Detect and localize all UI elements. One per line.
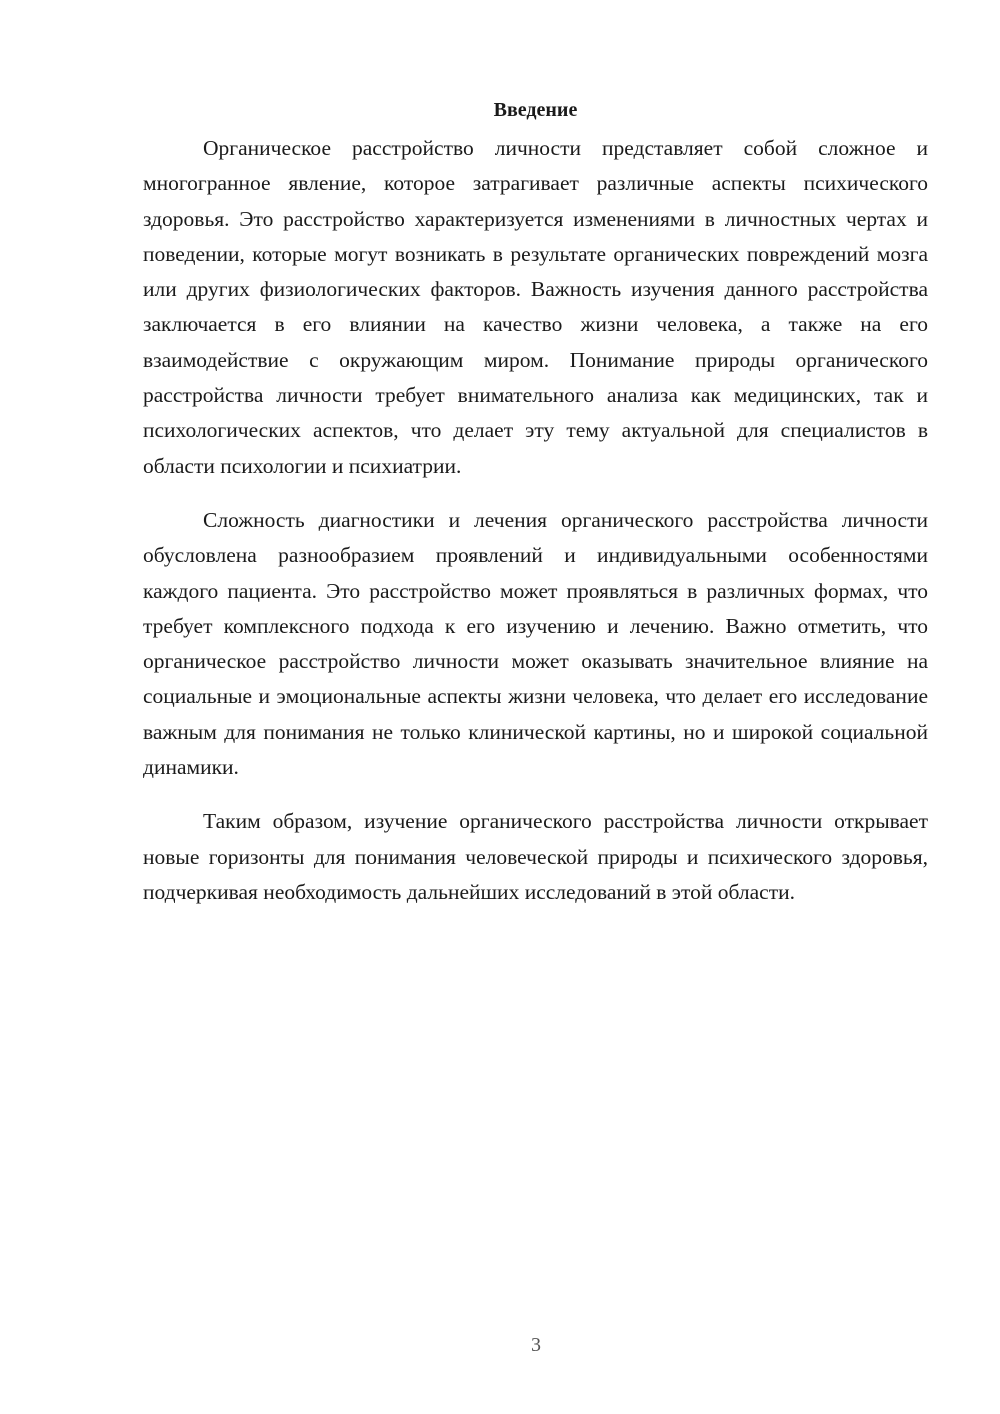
page-number: 3 <box>531 1334 541 1356</box>
paragraph-2: Сложность диагностики и лечения органического расстройства личности обусловлена разнообразием проявлений и индивидуальными особенностями каждого пациента. Это расстройство может проявляться в различных формах, что требует комплексного подхода к его изучению и лечению. Важно отметить, что органическое расстройство личности может оказывать значительное влияние на социальные и эмоциональные аспекты жизни человека, что делает его исследование важным для понимания не только клинической картины, но и широкой социальной динамики. <box>143 507 928 780</box>
page-content <box>143 92 928 929</box>
paragraph-3: Таким образом, изучение органического расстройства личности открывает новые горизонты для понимания человеческой природы и психического здоровья, подчеркивая необходимость дальнейших исследований в этой области. <box>143 809 928 904</box>
section-heading: Введение <box>493 99 578 121</box>
paragraph-1: Органическое расстройство личности представляет собой сложное и многогранное явление, которое затрагивает различные аспекты психического здоровья. Это расстройство характеризуется изменениями в личностных чертах и поведении, которые могут возникать в результате органических повреждений мозга или других физиологических факторов. Важность изучения данного расстройства заключается в его влиянии на качество жизни человека, а также на его взаимодействие с окружающим миром. Понимание природы органического расстройства личности требует внимательного анализа как медицинских, так и психологических аспектов, что делает эту тему актуальной для специалистов в области психологии и психиатрии. <box>143 136 928 478</box>
